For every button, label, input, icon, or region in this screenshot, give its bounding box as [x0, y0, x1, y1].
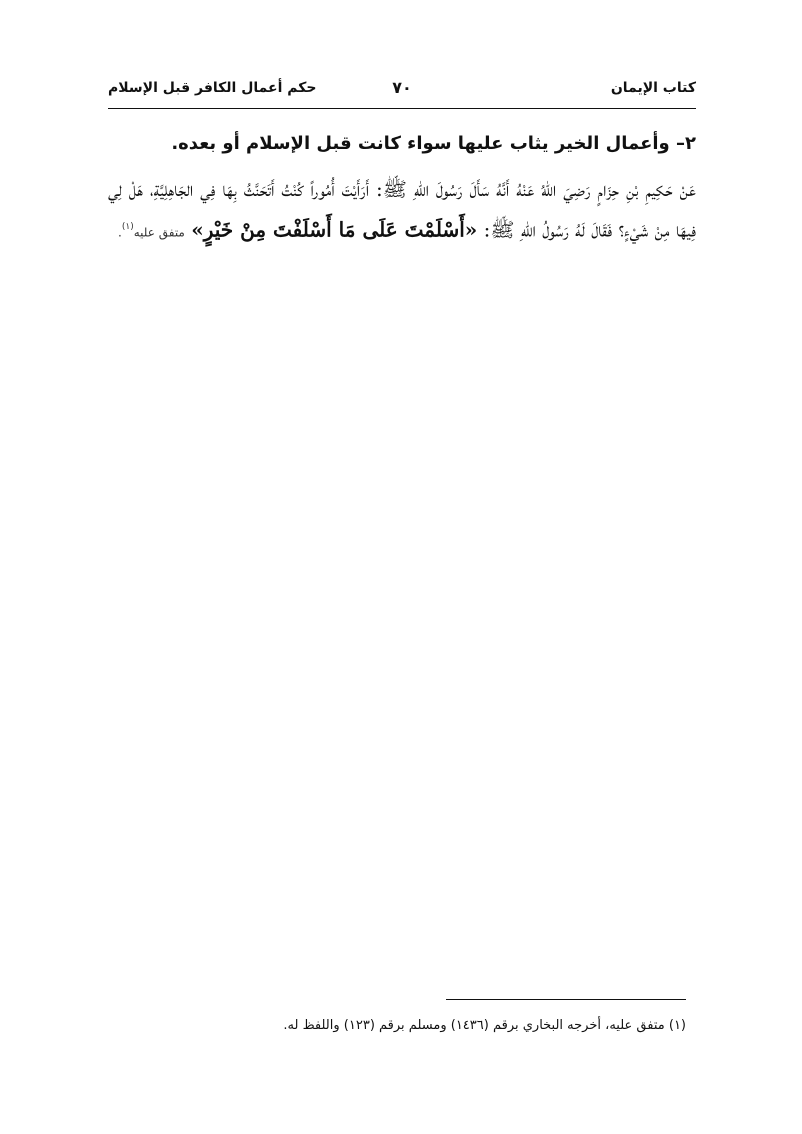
book-title: كتاب الإيمان [610, 80, 696, 96]
hadith-paragraph [108, 170, 696, 252]
hadith-source: متفق عليه [133, 225, 185, 240]
footnote-reference: (١) [121, 222, 134, 232]
hadith-quote: «أَسْلَمْتَ عَلَى مَا أَسْلَفْتَ مِنْ خَيْرٍ» [191, 217, 478, 242]
section-heading: ٢– وأعمال الخير يثاب عليها سواء كانت قبل الإسلام أو بعده. [171, 133, 696, 154]
running-header [108, 78, 696, 106]
section-title: حكم أعمال الكافر قبل الإسلام [108, 80, 317, 96]
main-content [108, 128, 696, 252]
header-divider [108, 108, 696, 109]
hadith-narration: عَنْ حَكِيمِ بْنِ حِزَامٍ رَضِيَ اللهُ عَنْهُ أَنَّهُ سَأَلَ رَسُولَ اللهِ ﷺ: أَرَأَيْتَ أُمُوراً كُنْتُ أَتَحَنَّثُ بِهَا فِي الجَاهِلِيَّةِ، هَلْ لِي فِيهَا مِنْ شَيْءٍ؟ فَقَالَ لَهُ رَسُولُ اللهِ ﷺ: [108, 177, 696, 242]
footnote: (١) متفق عليه، أخرجه البخاري برقم (١٤٣٦) ومسلم برقم (١٢٣) واللفظ له. [283, 1018, 686, 1033]
end-mark: . [118, 225, 122, 240]
page-number: ٧٠ [392, 78, 412, 97]
footnote-divider [446, 999, 686, 1000]
